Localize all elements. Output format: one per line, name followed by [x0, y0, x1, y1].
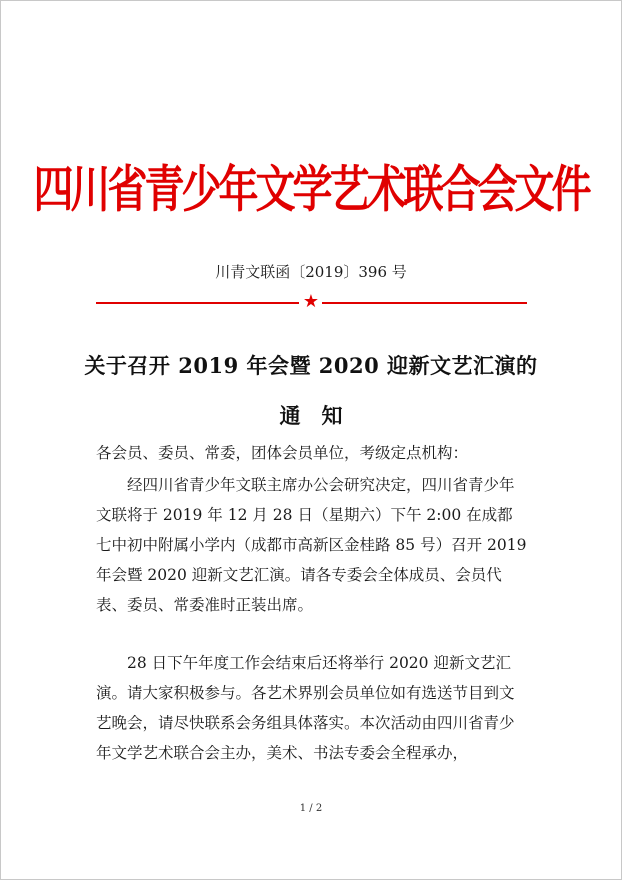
red-divider-right	[322, 302, 527, 304]
document-number: 川青文联函〔2019〕396 号	[215, 263, 407, 281]
salutation: 各会员、委员、常委，团体会员单位，考级定点机构：	[96, 444, 469, 462]
body-paragraph-1: 经四川省青少年文联主席办公会研究决定，四川省青少年文联将于 2019 年 12 月 28 日（星期六）下午 2:00 在成都七中初中附属小学内（成都市高新区金桂路 85 号）召开 2019 年会暨 2020 迎新文艺汇演。请各专委会全体成员、会员代表、委员、常委准时正装出席。	[96, 476, 527, 614]
issuer-title: 四川省青少年文学艺术联合会文件	[33, 161, 589, 219]
page-number: 1 / 2	[299, 803, 323, 814]
notice-title-line1: 关于召开 2019 年会暨 2020 迎新文艺汇演的	[84, 353, 538, 378]
notice-title-line2: 通 知	[279, 403, 343, 428]
body-paragraph-2: 28 日下午年度工作会结束后还将举行 2020 迎新文艺汇演。请大家积极参与。各艺术界别会员单位如有选送节目到文艺晚会，请尽快联系会务组具体落实。本次活动由四川省青少年文学艺术联合会主办，美术、书法专委会全程承办，	[96, 654, 515, 762]
red-divider-left	[96, 302, 299, 304]
star-icon: ★	[302, 291, 320, 312]
